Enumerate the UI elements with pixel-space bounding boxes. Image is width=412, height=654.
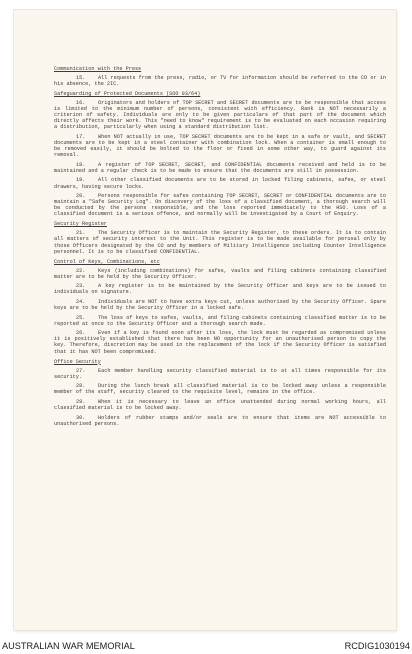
section-heading: Safeguarding of Protected Documents (SOO 03/64) [54,91,201,98]
paragraph-number: 28. [76,383,86,390]
section-heading: Security Register [54,221,107,228]
numbered-paragraph [54,134,386,158]
numbered-paragraph [54,230,386,254]
paragraph-number: 15. [76,75,86,82]
document-sheet [14,10,396,630]
paragraph-text: All other classified documents are to be stored in locked filing cabinets, safes, or steel drawers, having secure locks. [54,177,386,190]
numbered-paragraph [54,415,386,427]
paragraph-number: 29. [76,399,86,405]
paragraph-text: The Security Officer is to maintain the Security Register, to these orders. It is to contain all matters of security interest to the Unit. This register is to be made available for perusal only by those Officers designated by the CO and by members of Military Intelligence including Counter Intelligence personnel. It is to be classified CONFIDENTIAL. [54,230,386,255]
numbered-paragraph [54,315,386,327]
archive-name: AUSTRALIAN WAR MEMORIAL [2,641,135,651]
paragraph-number: 17. [76,134,86,141]
section-heading: Control of Keys, Combinations, etc [54,258,160,265]
numbered-paragraph [54,283,386,295]
paragraph-text: During the lunch break all classified material is to be locked away unless a responsible member of the staff, security cleared to the requisite level, remains in the office. [54,383,386,396]
paragraph-number: 21. [76,230,86,237]
numbered-paragraph [54,193,386,217]
paragraph-number: 20. [76,193,86,200]
archive-footer [0,640,412,654]
paragraph-number: 19. [76,177,86,184]
numbered-paragraph [54,299,386,311]
paragraph-number: 25. [76,314,86,321]
numbered-paragraph [54,100,386,130]
section-heading: Communication with the Press [54,66,142,72]
paragraph-text: When NOT actually in use, TOP SECRET documents are to be kept in a safe or vault, and SECRET documents are to be kept in a steel container with combination lock. When a container is small enough to be removed easily, it should be bolted to the floor or fixed in some other way, to guard against its removal. [54,134,386,159]
numbered-paragraph [54,75,386,87]
paragraph-text: A register of TOP SECRET, SECRET, and CONFIDENTIAL documents received and held is to be maintained and a regular check is to be made to ensure that the documents are still in possession. [54,161,386,174]
numbered-paragraph [54,268,386,280]
paragraph-text: The loss of keys to safes, vaults, and filing cabinets containing classified matter is to be reported at once to the Security Officer and a thorough search made. [54,314,386,327]
paragraph-number: 30. [76,414,86,421]
numbered-paragraph [54,177,386,189]
numbered-paragraph [54,383,386,395]
paragraph-text: Holders of rubber stamps and/or seals are to ensure that items are NOT accessible to unauthorised persons. [54,414,386,427]
paragraph-text: Keys (including combinations) for safes, vaults and filing cabinets containing classified matter are to be held by the Security Officer. [54,267,386,280]
paragraph-text: Individuals are NOT to have extra keys cut, unless authorised by the Security Officer. Spare keys are to be held by the Security Officer in a locked safe. [54,299,386,312]
paragraph-number: 23. [76,283,86,290]
paragraph-number: 16. [76,100,86,107]
numbered-paragraph [54,330,386,354]
numbered-paragraph [54,368,386,380]
paragraph-number: 24. [76,299,86,306]
archive-record-id: RCDIG1030194 [344,641,410,651]
section-heading: Office Security [54,358,101,365]
paragraph-number: 18. [76,161,86,168]
paragraph-text: Each member handling security classified material is to at all times responsible for its security. [54,367,386,380]
paragraph-text: All requests from the press, radio, or TV for information should be referred to the CO or in his absence, the 2IC. [54,75,386,88]
paragraph-text: Persons responsible for safes containing TOP SECRET, SECRET or CONFIDENTIAL documents are to maintain a "Safe Security Log". On discovery of the loss of a classified document, a thorough search will be conducted by the persons responsible, and the loss reported immediately to the HSO. Loss of a classified document is a serious offence, and normally will be investigated by a Court of Enquiry. [54,193,386,218]
numbered-paragraph [54,162,386,174]
paragraph-text: A key register is to be maintained by the Security Officer and keys are to be issued to individuals on signature. [54,283,386,296]
document-body [54,66,386,430]
paragraph-text: Originators and holders of TOP SECRET and SECRET documents are to be responsible that access is limited to the minimum number of persons, consistent with efficiency. Rank is NOT necessarily a criterion of safety. Individuals are only to be given particulars of that part of the document which directly affects their work. This "need to know" requirement is to be evaluated on each occasion requiring a distribution, particularly when using a standard distribution list. [54,100,386,131]
paragraph-number: 22. [76,267,86,274]
paragraph-number: 26. [76,330,86,337]
paragraph-text: When it is necessary to leave an office unattended during normal working hours, all classified material is to be locked away. [54,399,386,412]
numbered-paragraph [54,399,386,411]
paragraph-number: 27. [76,367,86,374]
paragraph-text: Even if a key is found soon after its loss, the lock must be regarded as compromised unless it is positively established that there has been NO opportunity for an unauthorised person to copy the key. Therefore, discretion may be used in the replacement of the lock if the Security Officer is satisfied that it has NOT been compromised. [54,330,386,355]
